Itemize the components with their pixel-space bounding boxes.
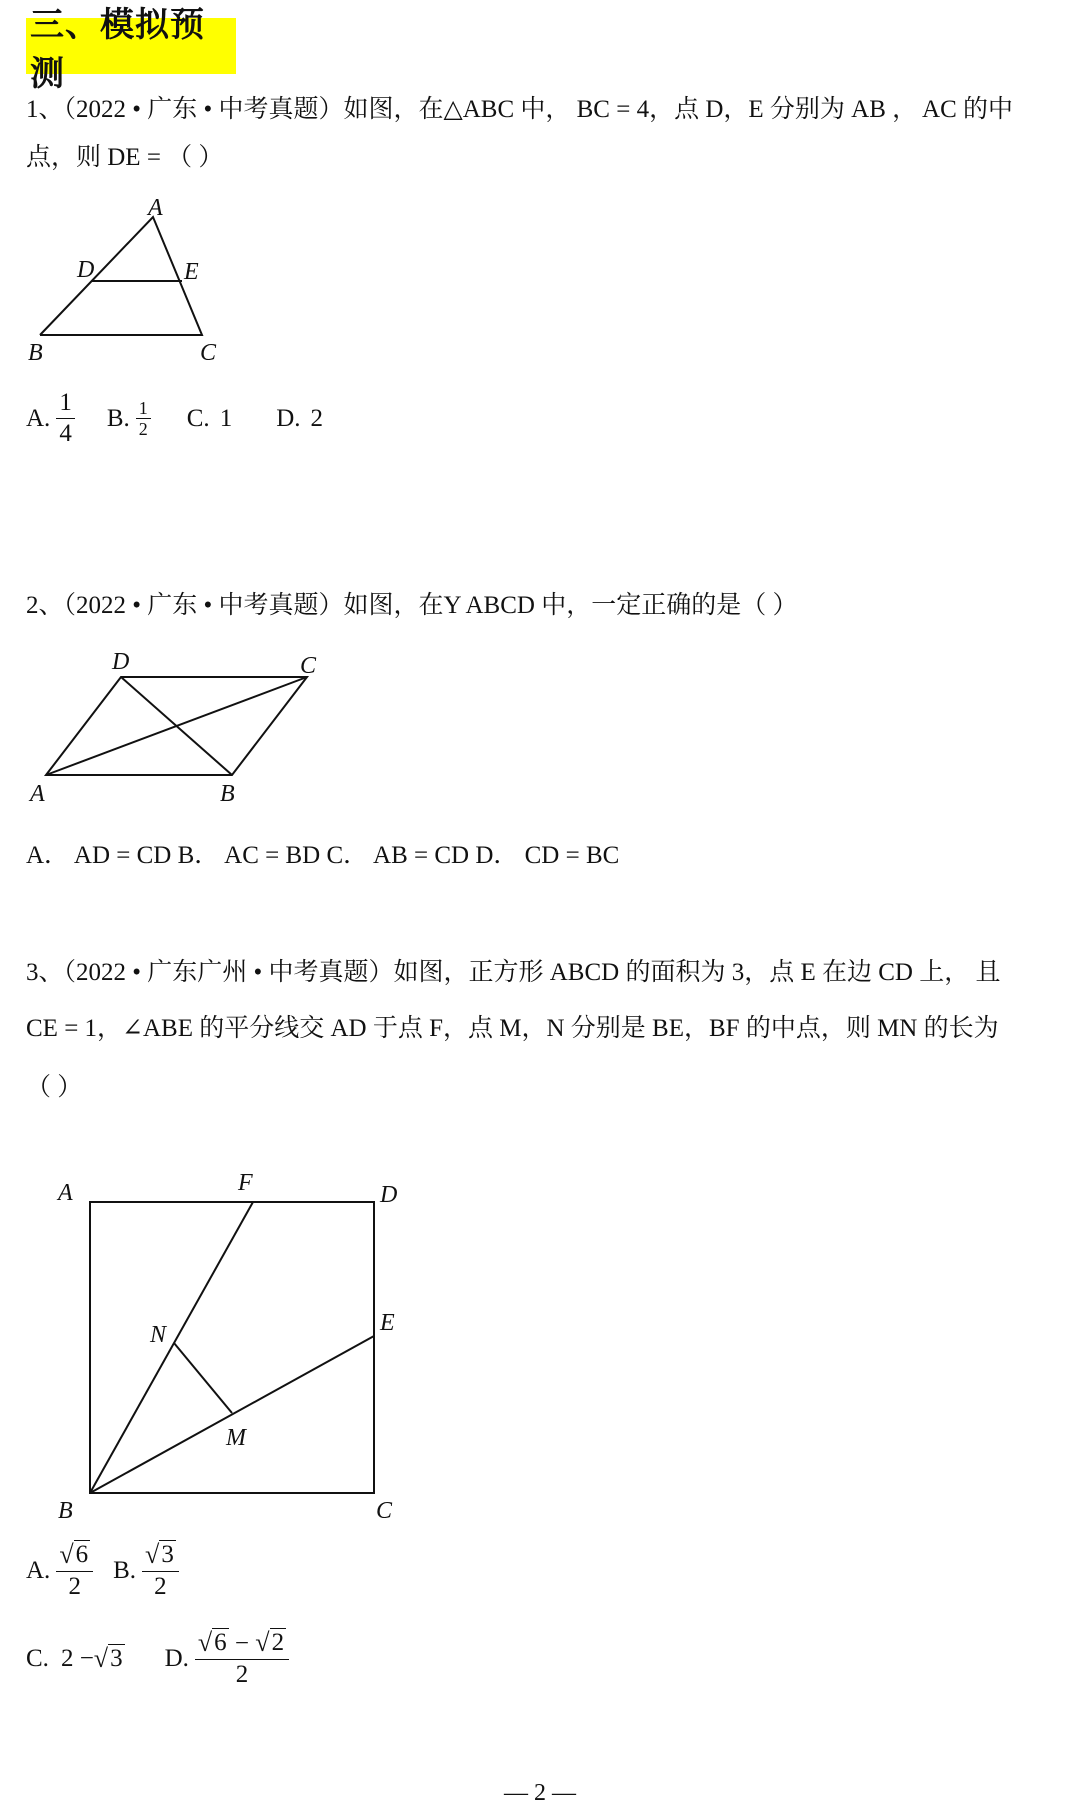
q3-label-a: A: [58, 1180, 73, 1206]
q1-label-a: A: [148, 195, 163, 221]
q1-label-e: E: [184, 259, 199, 285]
q1-option-d-label: D.: [276, 404, 301, 432]
page-number: — 2 —: [504, 1780, 576, 1806]
q3-option-b-fraction: √ 3 2: [142, 1540, 179, 1602]
q2-label-c: C: [300, 653, 317, 679]
q1-option-a-label: A.: [26, 404, 51, 432]
q3-option-c-sqrt: √ 3: [93, 1644, 123, 1673]
q1-option-a-fraction: $\frac{1}{4}$: [56, 388, 75, 449]
q1-options: [26, 388, 323, 449]
q2-label-a: A: [30, 781, 45, 807]
q2-label-b: B: [220, 781, 235, 807]
q1-label-d: D: [77, 257, 95, 283]
q2-parallelogram-figure: [20, 645, 330, 810]
q3-text-line1: 3、（2022 • 广东广州 • 中考真题）如图，正方形 ABCD 的面积为 3，点 E 在边 CD 上， 且: [26, 959, 1001, 986]
q3-label-c: C: [376, 1498, 393, 1520]
q1-option-b-fraction: $\frac{1}{2}$: [136, 398, 151, 439]
q3-label-n: N: [150, 1322, 167, 1348]
q3-label-f: F: [238, 1170, 253, 1196]
q3-option-d-fraction: √ 6 − √ 2 2: [195, 1628, 289, 1690]
q3-square-figure: [40, 1160, 420, 1520]
q1-text-line2: 点，则 DE = （ ）: [26, 144, 224, 171]
q3-option-a-label: A.: [26, 1557, 51, 1584]
q2-label-d: D: [112, 649, 130, 675]
q3-label-m: M: [226, 1425, 246, 1451]
q1-option-b-label: B.: [106, 404, 130, 432]
q1-label-b: B: [28, 340, 43, 366]
q3-option-a-fraction: √ 6 2: [56, 1540, 93, 1602]
q3-option-c-prefix: 2 −: [60, 1645, 94, 1672]
q3-label-d: D: [380, 1182, 398, 1208]
q1-option-c-label: C.: [186, 404, 210, 432]
q1-option-c-value: 1: [219, 404, 233, 432]
q3-text-line2: CE = 1，∠ABE 的平分线交 AD 于点 F，点 M，N 分别是 BE，BF 的中点，则 MN 的长为: [26, 1015, 999, 1042]
q3-option-c-label: C.: [26, 1645, 49, 1672]
q1-triangle-figure: [20, 195, 250, 375]
q3-option-d-label: D.: [164, 1645, 189, 1672]
q2-text-line1: 2、（2022 • 广东 • 中考真题）如图，在Y ABCD 中，一定正确的是（ ）: [26, 592, 798, 619]
q1-label-c: C: [200, 340, 217, 366]
q3-text-line3: （ ）: [26, 1074, 83, 1101]
section-heading: 三、模拟预测: [26, 18, 236, 74]
q3-option-b-label: B.: [113, 1557, 137, 1584]
q1-text-line1: 1、（2022 • 广东 • 中考真题）如图，在△ABC 中， BC = 4，点 D，E 分别为 AB ， AC 的中: [26, 96, 1013, 123]
q2-options: A． AD = CD B． AC = BD C． AB = CD D． CD = BC: [26, 842, 620, 869]
q3-options-row1: [26, 1540, 185, 1602]
q3-label-e: E: [380, 1310, 395, 1336]
q1-option-d-value: 2: [310, 404, 323, 432]
q3-label-b: B: [58, 1498, 73, 1520]
q3-options-row2: [26, 1628, 295, 1690]
